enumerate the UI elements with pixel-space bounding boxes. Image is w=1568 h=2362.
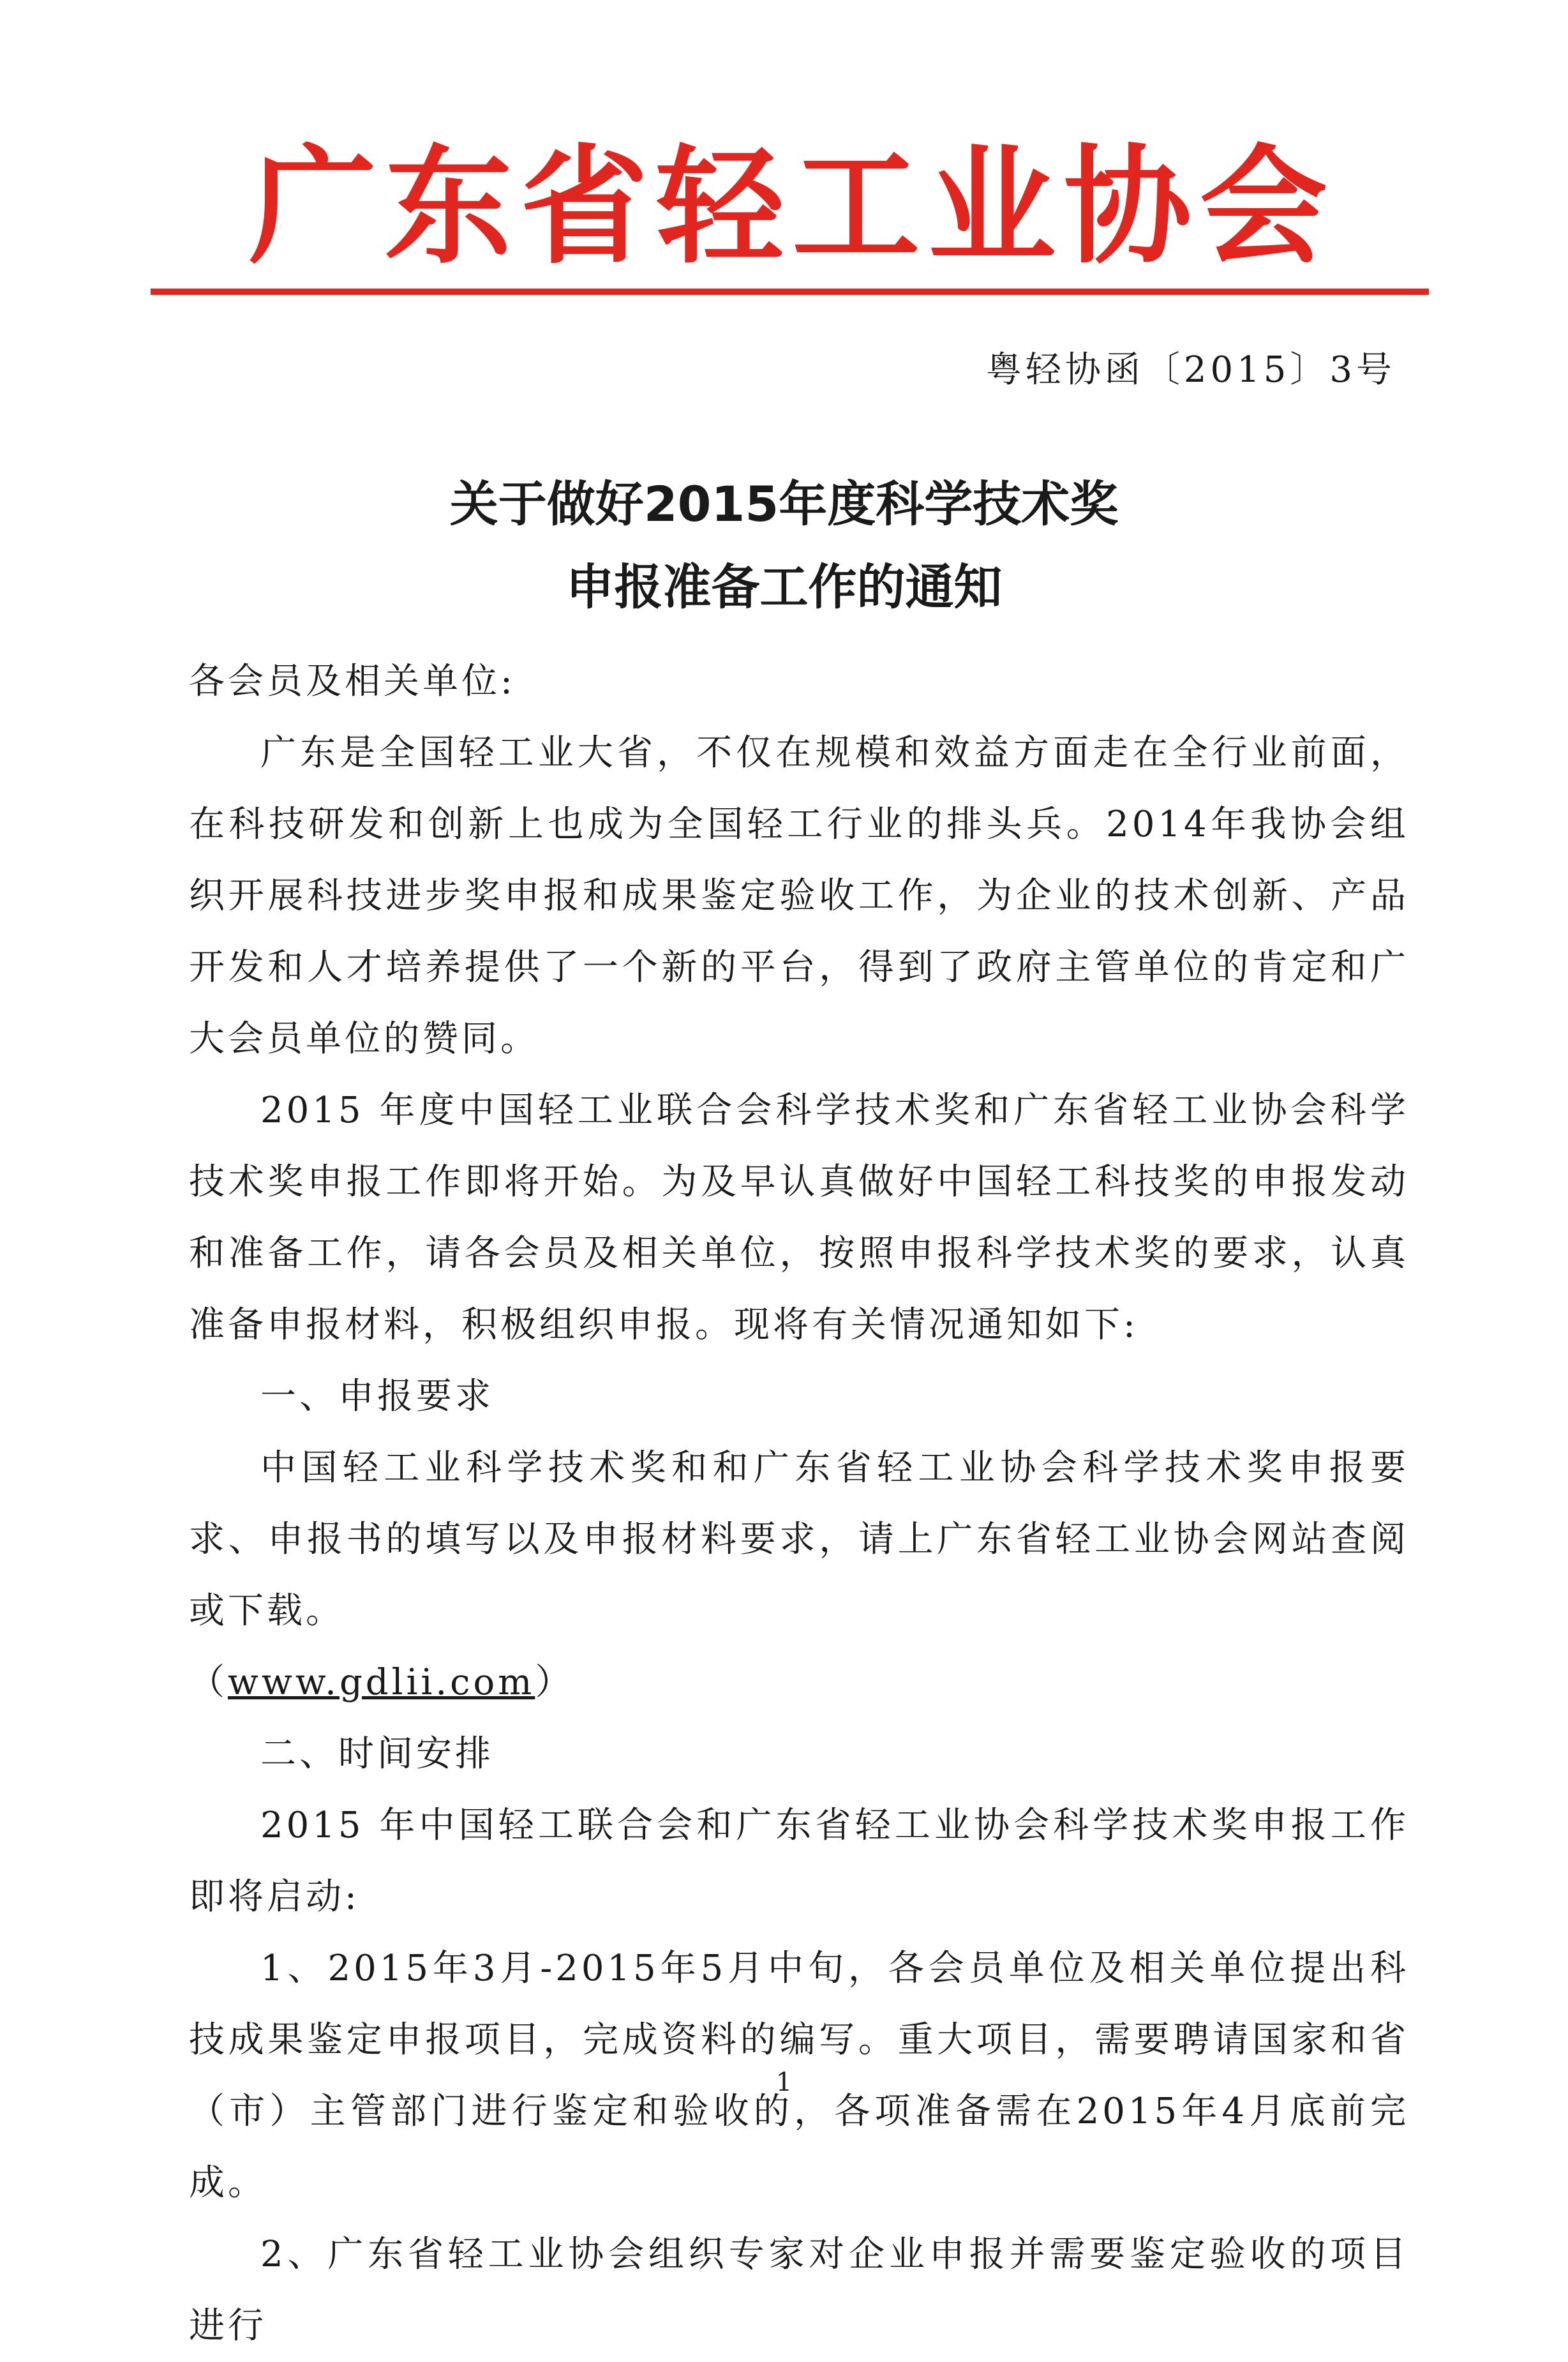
paren-close: ）	[535, 1662, 574, 1703]
masthead-char: 会	[1199, 133, 1327, 282]
paren-open: （	[189, 1662, 228, 1703]
paragraph-requirements: 中国轻工业科学技术奖和和广东省轻工业协会科学技术奖申报要求、申报书的填写以及申报材料要求，请上广东省轻工业协会网站查阅或下载。	[189, 1447, 1409, 1632]
document-title-line-1: 关于做好2015年度科学技术奖	[449, 476, 1119, 532]
masthead-char: 协	[1064, 133, 1192, 282]
masthead-char: 轻	[656, 133, 784, 282]
page-number: 1	[775, 2068, 793, 2097]
website-link[interactable]: www.gdlii.com	[228, 1662, 535, 1703]
schedule-item-1: 1、2015年3月-2015年5月中旬，各会员单位及相关单位提出科技成果鉴定申报项目，完成资料的编写。重大项目，需要聘请国家和省（市）主管部门进行鉴定和验收的，各项准备需在2015年4月底前完成。	[189, 1948, 1409, 2204]
masthead-char: 东	[384, 133, 512, 282]
paragraph-schedule: 2015 年中国轻工联合会和广东省轻工业协会科学技术奖申报工作即将启动:	[189, 1805, 1409, 1918]
paragraph-announcement: 2015 年度中国轻工业联合会科学技术奖和广东省轻工业协会科学技术奖申报工作即将开始。为及早认真做好中国轻工科技奖的申报发动和准备工作，请各会员及相关单位，按照申报科学技术奖的要求，认真准备申报材料，积极组织申报。现将有关情况通知如下:	[189, 1090, 1409, 1346]
paragraph-intro: 广东是全国轻工业大省，不仅在规模和效益方面走在全行业前面，在科技研发和创新上也成为全国轻工行业的排头兵。2014年我协会组织开展科技进步奖申报和成果鉴定验收工作，为企业的技术创新、产品开发和人才培养提供了一个新的平台，得到了政府主管单位的肯定和广大会员单位的赞同。	[189, 732, 1409, 1060]
section-heading-schedule: 二、时间安排	[260, 1733, 494, 1775]
masthead-char: 省	[520, 133, 648, 282]
masthead-divider	[151, 289, 1429, 295]
masthead-char: 工	[792, 133, 920, 282]
document-body	[189, 646, 1409, 2362]
salutation: 各会员及相关单位:	[189, 661, 516, 702]
organization-masthead	[249, 133, 1327, 282]
masthead-char: 业	[928, 133, 1056, 282]
document-number: 粤轻协函〔2015〕3号	[985, 349, 1396, 391]
section-heading-requirements: 一、申报要求	[260, 1376, 494, 1417]
schedule-item-2: 2、广东省轻工业协会组织专家对企业申报并需要鉴定验收的项目进行	[189, 2234, 1409, 2347]
website-line	[189, 1647, 1409, 1719]
document-title-line-2: 申报准备工作的通知	[565, 559, 1003, 615]
masthead-char: 广	[249, 133, 377, 282]
